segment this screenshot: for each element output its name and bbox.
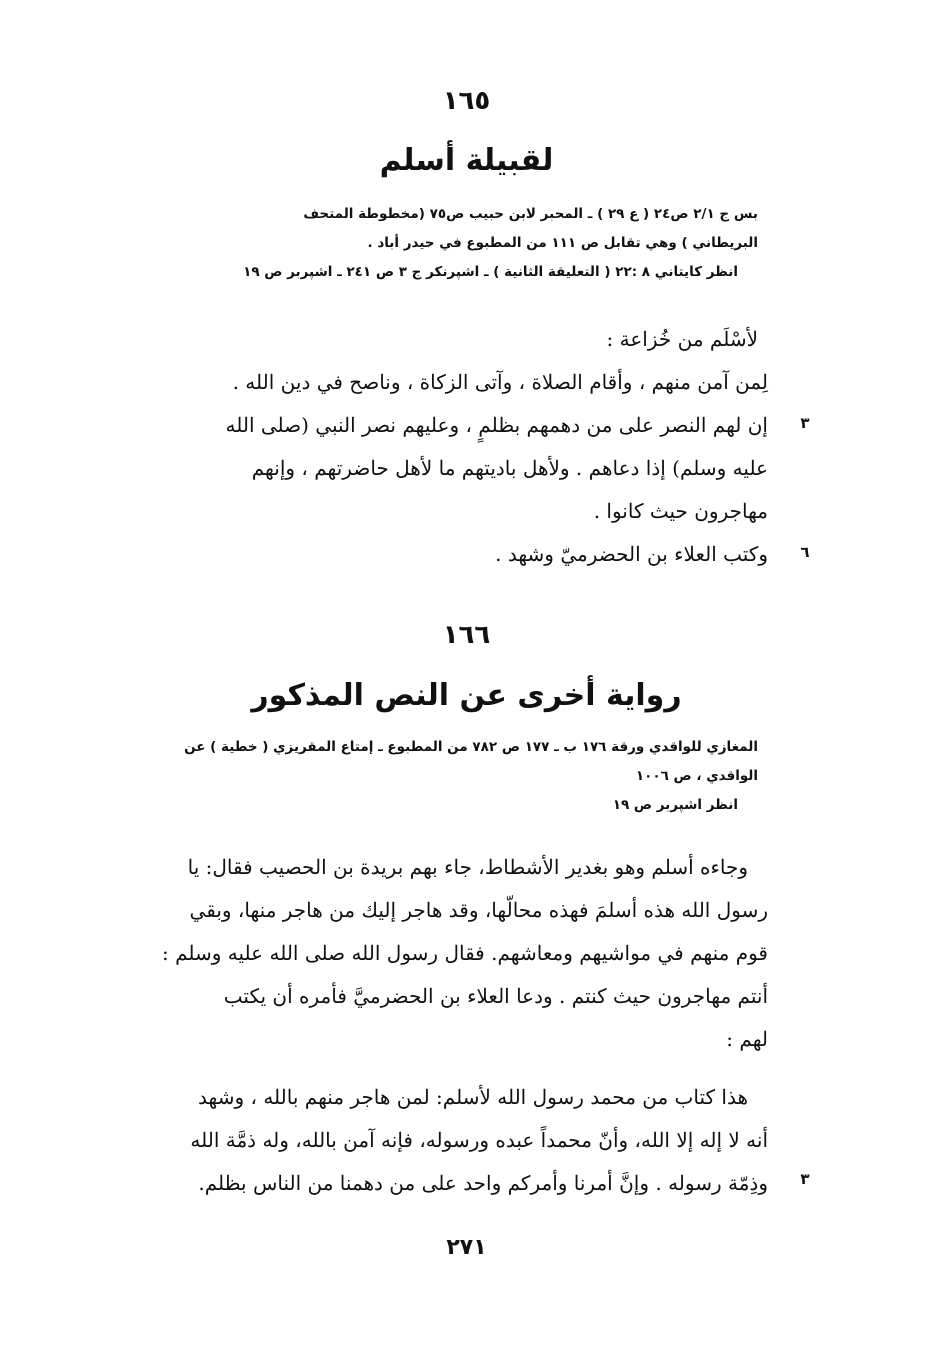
source-line: انظر اشپربر ص ١٩ <box>612 797 738 813</box>
body-line: قوم منهم في مواشيهم ومعاشهم. فقال رسول الله صلى الله عليه وسلم : <box>162 941 768 965</box>
body-line: إن لهم النصر على من دهمهم بظلمٍ ، وعليهم نصر النبي (صلى الله <box>225 413 768 437</box>
line-number: ٣ <box>800 1170 810 1188</box>
source-line: انظر كايتاني ٨ :٢٢ ( التعليقة الثانية ) ـ اشپرنكر ج ٣ ص ٢٤١ ـ اشپربر ص ١٩ <box>243 264 738 280</box>
source-line: بس ج ٢/١ ص٢٤ ( ع ٢٩ ) ـ المحبر لابن حبيب ص٧٥ (مخطوطة المتحف <box>303 206 758 222</box>
document-number-166: ١٦٦ <box>442 620 491 650</box>
body-paragraph-2-166 <box>128 1076 768 1205</box>
document-title-166: رواية أخرى عن النص المذكور <box>251 678 682 713</box>
body-line: وكتب العلاء بن الحضرميّ وشهد . <box>495 542 768 566</box>
body-line: لهم : <box>726 1027 768 1051</box>
line-number: ٦ <box>800 543 810 561</box>
body-line: مهاجرون حيث كانوا . <box>593 499 768 523</box>
document-number-165: ١٦٥ <box>442 86 491 116</box>
source-line: البريطاني ) وهي تقابل ص ١١١ من المطبوع في حيدر أباد . <box>367 235 758 251</box>
body-text-165 <box>128 318 768 576</box>
source-line: الواقدي ، ص ١٠٠٦ <box>635 768 758 784</box>
sources-166 <box>128 733 758 820</box>
line-number: ٣ <box>800 414 810 432</box>
source-line: المغازي للواقدي ورقة ١٧٦ ب ـ ١٧٧ ص ٧٨٢ من المطبوع ـ إمتاع المقريزي ( خطية ) عن <box>184 739 758 755</box>
body-line: لأسْلَم من خُزاعة : <box>606 327 758 351</box>
body-paragraph-1-166 <box>128 846 768 1061</box>
body-line: وذِمّة رسوله . وإنَّ أمرنا وأمركم واحد على من دهمنا من الناس بظلم. <box>198 1171 768 1195</box>
sources-165 <box>128 200 758 287</box>
body-line: عليه وسلم) إذا دعاهم . ولأهل باديتهم ما لأهل حاضرتهم ، وإنهم <box>251 456 768 480</box>
body-line: أنتم مهاجرون حيث كنتم . ودعا العلاء بن الحضرميَّ فأمره أن يكتب <box>223 984 768 1008</box>
body-line: أنه لا إله إلا الله، وأنّ محمداً عبده ورسوله، فإنه آمن بالله، وله ذمَّة الله <box>190 1128 768 1152</box>
body-line: هذا كتاب من محمد رسول الله لأسلم: لمن هاجر منهم بالله ، وشهد <box>198 1085 748 1109</box>
body-line: رسول الله هذه أسلمَ فهذه محالّها، وقد هاجر إليك من هاجر منها، وبقي <box>189 898 768 922</box>
body-line: لِمن آمن منهم ، وأقام الصلاة ، وآتى الزكاة ، وناصح في دين الله . <box>232 370 768 394</box>
document-title-165: لقبيلة أسلم <box>379 143 554 178</box>
body-line: وجاءه أسلم وهو بغدير الأشطاط، جاء بهم بريدة بن الحصيب فقال: يا <box>187 855 748 879</box>
page-number: ٢٧١ <box>446 1235 487 1260</box>
